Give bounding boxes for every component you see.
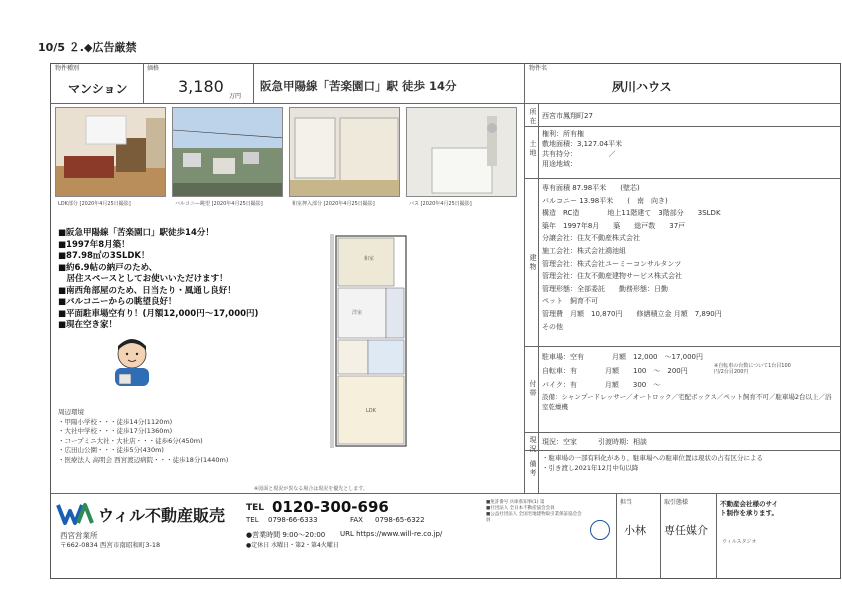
nearby-title: 周辺環境 — [58, 408, 84, 416]
service-note: 不動産会社様のサイト制作を承ります。 — [720, 500, 779, 517]
photo-caption-2: バルコニー眺望 [2020年4月25日撮影] — [175, 201, 263, 207]
land-line: 権利：所有権 — [542, 130, 584, 138]
building-line: 専有面積 87.98平米 (壁芯) — [542, 184, 640, 192]
feature-item: 居住スペースとしてお使いいただけます！ — [58, 274, 228, 284]
nearby-item: ・医療法人 高明会 西宮渡辺病院・・・徒歩18分(1440m) — [58, 455, 229, 464]
feature-item: ■バルコニーからの眺望良好！ — [58, 297, 177, 307]
fax-number: 0798-65-6322 — [375, 516, 425, 524]
deal-type: 専任媒介 — [664, 524, 708, 537]
type-value: マンション — [68, 82, 128, 96]
floorplan-note: ※図面と現況が異なる場合は現況を優先とします。 — [254, 486, 368, 492]
nearby-item: ・大社中学校・・・徒歩17分(1360m) — [58, 427, 173, 435]
tel-free[interactable]: 0120-300-696 — [272, 498, 389, 516]
photo-caption-4: バス [2020年4月25日撮影] — [409, 201, 472, 207]
building-line: バルコニー 13.98平米 ( 南 向き) — [542, 196, 668, 205]
status-label: 現況 — [529, 436, 537, 453]
building-line: 管理会社：株式会社ユーミーコンサルタンツ — [542, 259, 682, 268]
brand-name: ウィルスタジオ — [722, 539, 757, 545]
staff-name: 小林 — [624, 524, 646, 537]
price-unit: 万円 — [229, 93, 242, 100]
remark-line: ・駐車場の一部有料化があり、駐車場への駐車位置は現状の占有区分による — [542, 454, 763, 462]
staff-label: 担当 — [620, 499, 633, 506]
land-line: 敷地面積：3,127.04平米 — [542, 140, 623, 148]
remarks-label: 備考 — [529, 460, 537, 477]
building-line: 施工会社：株式会社鴻池組 — [542, 246, 626, 255]
building-details — [542, 182, 837, 333]
station-access: 阪急甲陽線「苦楽園口」駅 徒歩 14分 — [260, 79, 457, 93]
building-line: 築年 1997年8月 築 総戸数 37戸 — [542, 221, 686, 230]
deal-label: 取引態様 — [664, 499, 689, 506]
feature-item: ■阪急甲陽線「苦楽園口」駅徒歩14分！ — [58, 228, 214, 238]
parking-label: 付帯 — [529, 380, 537, 397]
branch-name: 西宮営業所 — [60, 531, 98, 540]
building-line: 分譲会社：住友不動産株式会社 — [542, 234, 640, 243]
building-line: その他 — [542, 322, 563, 331]
tel-label: TEL — [246, 503, 265, 513]
staff-illustration — [105, 336, 160, 386]
svg-text:洋室: 洋室 — [352, 310, 363, 316]
property-name: 夙川ハウス — [612, 80, 672, 94]
parking-note: ※自転車の台数について1台目100円/2台目200円 — [714, 363, 791, 375]
location-value: 西宮市鳳翔町27 — [542, 112, 593, 120]
parking-line: 自転車：有 月額 100 〜 200円 — [542, 367, 688, 375]
branch-address: 〒662-0834 西宮市南昭和町3-18 — [60, 541, 161, 549]
photo-caption-1: LDK部分 [2020年4月25日撮影] — [58, 201, 131, 207]
nearby-section — [58, 408, 338, 465]
type-label: 物件種別 — [55, 65, 80, 72]
fax-label: FAX — [350, 516, 363, 524]
company-name: ウィル不動産販売 — [98, 506, 226, 525]
feature-item: ■1997年8月築！ — [58, 239, 130, 250]
building-line: 管理費 月額 10,870円 修繕積立金 月額 7,890円 — [542, 309, 722, 318]
document-header: 10/5 ２.◆広告厳禁 — [38, 41, 137, 54]
feature-item: ■87.98㎡の3SLDK！ — [58, 251, 150, 261]
svg-text:和室: 和室 — [364, 256, 375, 262]
nearby-item: ・コープミニ大社・大社店・・・徒歩6分(450m) — [58, 436, 203, 445]
photo-caption-3: 和室押入部分 [2020年4月25日撮影] — [292, 201, 375, 207]
tel-number[interactable]: 0798-66-6333 — [268, 516, 318, 524]
feature-item: ■約6.9帖の納戸のため、 — [58, 262, 158, 273]
feature-item: ■現在空き家！ — [58, 320, 118, 330]
nearby-item: ・甲陽小学校・・・徒歩14分(1120m) — [58, 417, 173, 426]
remarks — [542, 453, 837, 473]
license-info: ■免許番号 兵庫県知事(1) 第 ■社団法人 全日本不動産協会会員 ■公益社団法人 全国宅地建物取引業保証協会会員 — [486, 500, 582, 523]
building-line: 管理会社：住友不動産建物サービス株式会社 — [542, 272, 682, 281]
land-line: 共有持分： ／ — [542, 150, 616, 158]
location-label: 所在 — [529, 108, 537, 125]
svg-text:LDK: LDK — [366, 408, 376, 414]
company-logo-icon — [56, 501, 96, 527]
building-line: 構造 RC造 地上11階建て 3階部分 3SLDK — [542, 209, 721, 218]
land-line: 用途地域： — [542, 160, 577, 168]
price-value: 3,180 — [178, 77, 224, 96]
price-label: 価格 — [147, 65, 160, 72]
business-hours: ●営業時間 9:00〜20:00 — [246, 531, 326, 539]
company-url[interactable]: URL https://www.will-re.co.jp/ — [340, 530, 443, 538]
photo-bath — [406, 107, 517, 197]
nearby-item: ・広田山公園・・・徒歩5分(430m) — [58, 446, 164, 454]
feature-item: ■平面駐車場空有り！(月額12,000円〜17,000円) — [58, 308, 259, 319]
feature-list — [58, 228, 323, 332]
feature-item: ■南西角部屋のため、日当たり・風通し良好！ — [58, 285, 236, 296]
association-seal-icon — [590, 520, 610, 540]
land-label: 土地 — [529, 140, 537, 157]
holiday: ●定休日 水曜日・第2・第4火曜日 — [246, 542, 339, 549]
remark-line: ・引き渡し2021年12月中旬以降 — [542, 464, 639, 472]
status-value: 現況：空家 引渡時期：相談 — [542, 438, 647, 446]
parking-line: バイク：有 月額 300 〜 — [542, 381, 661, 389]
photo-balcony-view — [172, 107, 283, 197]
parking-details — [542, 350, 837, 412]
building-label: 建物 — [529, 254, 537, 271]
photo-ldk — [55, 107, 166, 197]
building-line: 管理形態：全部委託 勤務形態：日勤 — [542, 284, 668, 293]
building-line: ペット 飼育不可 — [542, 297, 598, 306]
name-label: 物件名 — [529, 65, 548, 72]
parking-line: 設備：シャンプードレッサー／オートロック／宅配ボックス／ペット飼育不可／駐車場2台以上／浴室乾燥機 — [542, 393, 832, 411]
parking-line: 駐車場：空有 月額 12,000 〜17,000円 — [542, 353, 703, 361]
floor-plan — [326, 230, 410, 454]
photo-japanese-room — [289, 107, 400, 197]
tel-label-2: TEL — [246, 516, 259, 524]
land-details — [542, 129, 837, 169]
